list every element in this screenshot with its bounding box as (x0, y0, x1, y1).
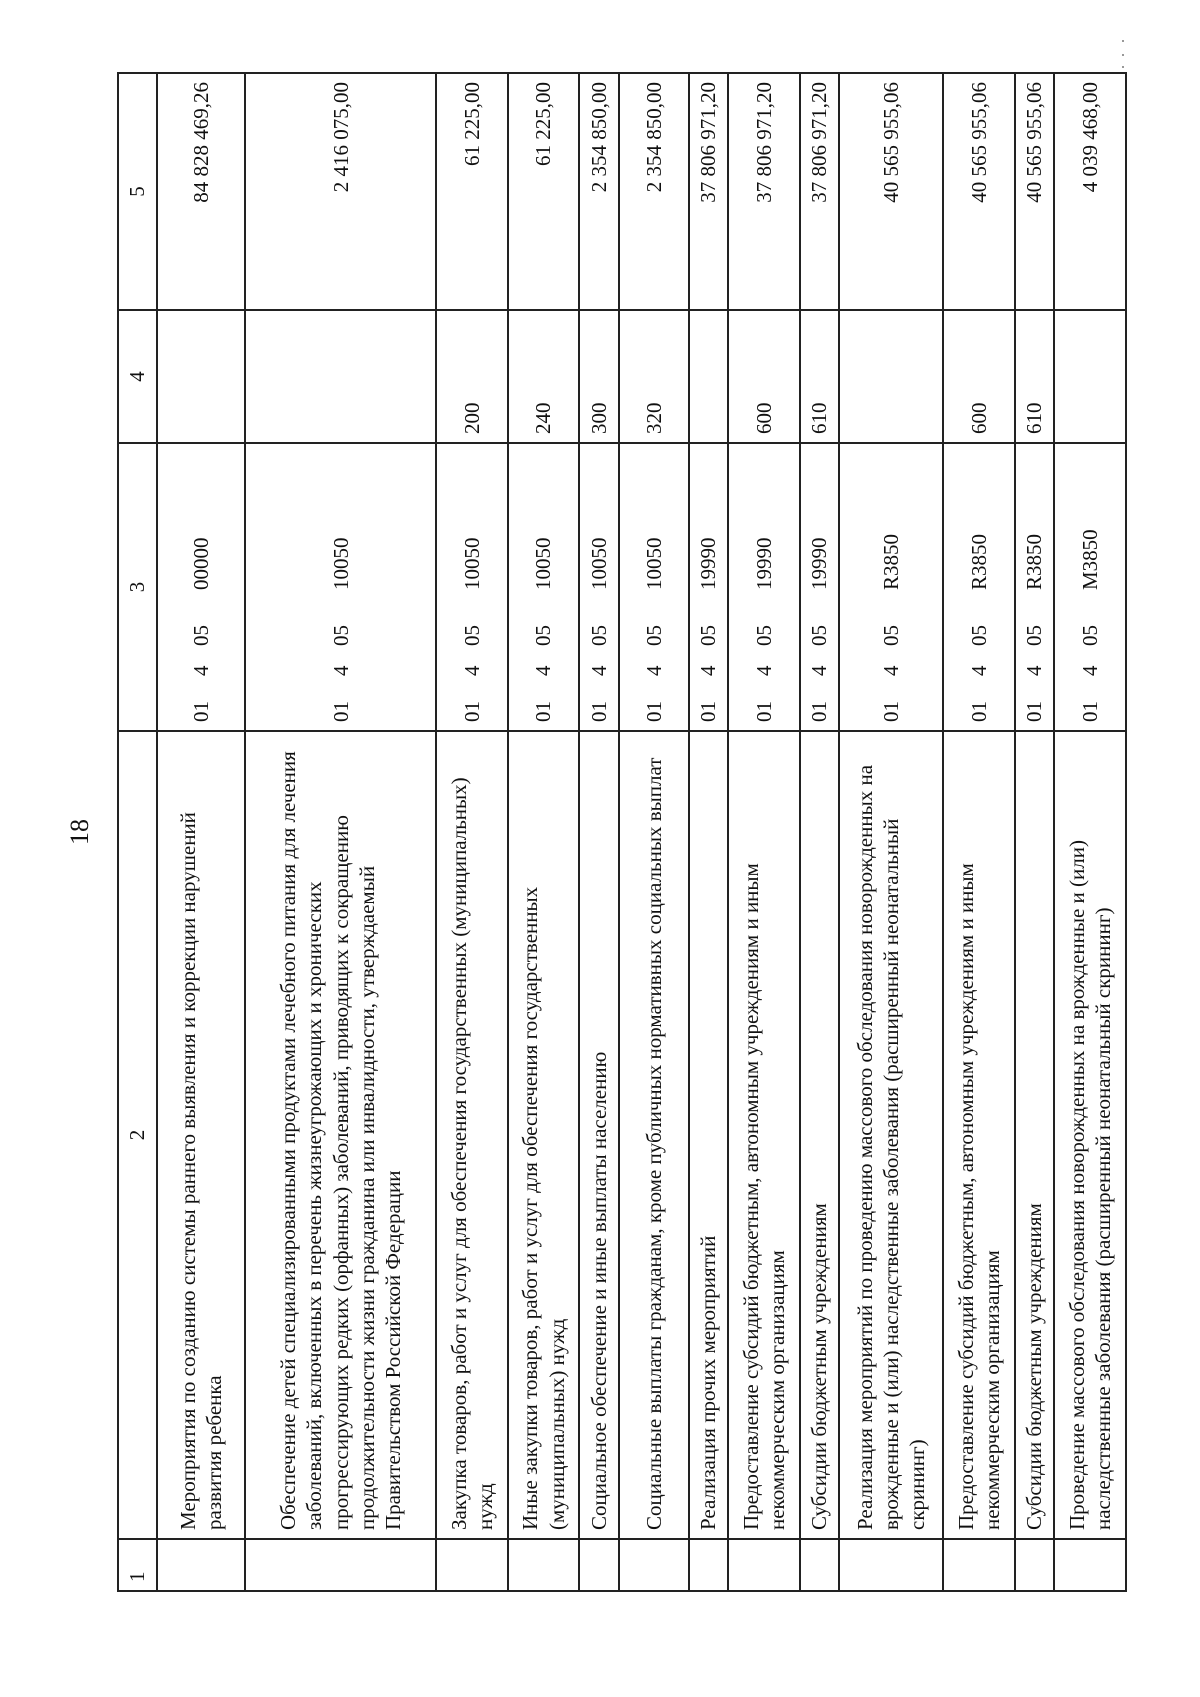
code-part: 4 (1022, 665, 1047, 676)
code-part: 19990 (696, 537, 721, 590)
code-part: 00000 (189, 537, 214, 590)
row-name-cell: Предоставление субсидий бюджетным, автономным учреждениям и иным некоммерческим организациям (728, 731, 800, 1539)
code-part: 10050 (587, 537, 612, 590)
row-amount-cell: 84 828 469,26 (157, 73, 245, 310)
row-number-cell (579, 1539, 618, 1591)
code-part: 4 (328, 665, 353, 676)
code-part: 01 (966, 701, 991, 722)
row-vr-cell (1054, 310, 1126, 443)
code-part: 4 (189, 665, 214, 676)
code-part: R3850 (879, 533, 904, 590)
code-part: 4 (966, 665, 991, 676)
header-col-2: 2 (118, 731, 157, 1539)
table-row (1015, 73, 1054, 1591)
row-vr-cell: 600 (943, 310, 1015, 443)
row-code-cell (619, 443, 689, 731)
code-part: 4 (807, 665, 832, 676)
row-number-cell (728, 1539, 800, 1591)
row-number-cell (800, 1539, 839, 1591)
row-amount-cell: 40 565 955,06 (1015, 73, 1054, 310)
code-part: 01 (1022, 701, 1047, 722)
code-part: 10050 (531, 537, 556, 590)
row-vr-cell (157, 310, 245, 443)
row-name-cell: Иные закупки товаров, работ и услуг для обеспечения государственных (муниципальных) нужд (508, 731, 580, 1539)
table-row (508, 73, 580, 1591)
row-vr-cell (689, 310, 728, 443)
row-vr-cell: 300 (579, 310, 618, 443)
row-number-cell (1015, 1539, 1054, 1591)
code-part: 19990 (751, 537, 776, 590)
row-amount-cell: 40 565 955,06 (839, 73, 943, 310)
code-part: 4 (459, 665, 484, 676)
row-name-cell: Обеспечение детей специализированными продуктами лечебного питания для лечения заболеваний, включенных в перечень жизнеугрожающих и хронических прогрессирующих редких (орфанных) заболеваний, приводящих к сокращению продолжительности жизни гражданина или инвалидности, утверждаемый Правительством Российской Федерации (245, 731, 436, 1539)
row-vr-cell: 200 (436, 310, 508, 443)
row-code-cell (839, 443, 943, 731)
row-amount-cell: 37 806 971,20 (728, 73, 800, 310)
code-part: 01 (807, 701, 832, 722)
table-row (157, 73, 245, 1591)
code-part: 01 (641, 701, 666, 722)
row-number-cell (943, 1539, 1015, 1591)
header-col-1: 1 (118, 1539, 157, 1591)
row-name-cell: Реализация прочих мероприятий (689, 731, 728, 1539)
code-part: 10050 (641, 537, 666, 590)
row-name-cell: Предоставление субсидий бюджетным, автономным учреждениям и иным некоммерческим организациям (943, 731, 1015, 1539)
row-code-cell (157, 443, 245, 731)
row-vr-cell: 610 (1015, 310, 1054, 443)
row-number-cell (839, 1539, 943, 1591)
table-row (245, 73, 436, 1591)
code-part: R3850 (966, 533, 991, 590)
code-part: 01 (587, 701, 612, 722)
row-code-cell (508, 443, 580, 731)
header-col-4: 4 (118, 310, 157, 443)
table-row (943, 73, 1015, 1591)
row-vr-cell (245, 310, 436, 443)
page-number: 18 (65, 819, 94, 845)
code-part: 05 (751, 625, 776, 646)
rotated-table-block (65, 72, 1127, 1592)
code-part: 05 (641, 625, 666, 646)
row-amount-cell: 2 354 850,00 (619, 73, 689, 310)
row-name-cell: Субсидии бюджетным учреждениям (1015, 731, 1054, 1539)
row-code-cell (943, 443, 1015, 731)
row-amount-cell: 61 225,00 (436, 73, 508, 310)
code-part: 4 (751, 665, 776, 676)
table-row (728, 73, 800, 1591)
table-row (619, 73, 689, 1591)
code-part: 05 (1022, 625, 1047, 646)
code-part: 19990 (807, 537, 832, 590)
code-part: 01 (189, 701, 214, 722)
code-part: 05 (807, 625, 832, 646)
row-name-cell: Мероприятия по созданию системы раннего выявления и коррекции нарушений развития ребенка (157, 731, 245, 1539)
row-code-cell (245, 443, 436, 731)
row-amount-cell: 37 806 971,20 (800, 73, 839, 310)
table-row (436, 73, 508, 1591)
row-number-cell (1054, 1539, 1126, 1591)
row-amount-cell: 2 354 850,00 (579, 73, 618, 310)
table-row (839, 73, 943, 1591)
row-number-cell (508, 1539, 580, 1591)
row-vr-cell: 600 (728, 310, 800, 443)
code-part: R3850 (1022, 533, 1047, 590)
row-vr-cell: 610 (800, 310, 839, 443)
code-part: 01 (751, 701, 776, 722)
row-number-cell (157, 1539, 245, 1591)
code-part: 05 (696, 625, 721, 646)
row-vr-cell (839, 310, 943, 443)
row-name-cell: Проведение массового обследования новорожденных на врожденные и (или) наследственные заболевания (расширенный неонатальный скрининг) (1054, 731, 1126, 1539)
code-part: 4 (531, 665, 556, 676)
row-name-cell: Социальное обеспечение и иные выплаты населению (579, 731, 618, 1539)
table-row (1054, 73, 1126, 1591)
code-part: 05 (189, 625, 214, 646)
row-name-cell: Субсидии бюджетным учреждениям (800, 731, 839, 1539)
code-part: 01 (328, 701, 353, 722)
row-number-cell (689, 1539, 728, 1591)
code-part: 05 (328, 625, 353, 646)
row-code-cell (1015, 443, 1054, 731)
row-amount-cell: 37 806 971,20 (689, 73, 728, 310)
row-number-cell (436, 1539, 508, 1591)
row-vr-cell: 240 (508, 310, 580, 443)
row-code-cell (579, 443, 618, 731)
row-name-cell: Социальные выплаты гражданам, кроме публичных нормативных социальных выплат (619, 731, 689, 1539)
header-col-5: 5 (118, 73, 157, 310)
header-col-3: 3 (118, 443, 157, 731)
code-part: 05 (587, 625, 612, 646)
code-part: 05 (966, 625, 991, 646)
row-code-cell (689, 443, 728, 731)
row-code-cell (728, 443, 800, 731)
code-part: 10050 (328, 537, 353, 590)
row-number-cell (619, 1539, 689, 1591)
budget-table (117, 72, 1127, 1592)
code-part: 01 (696, 701, 721, 722)
row-vr-cell: 320 (619, 310, 689, 443)
row-amount-cell: 2 416 075,00 (245, 73, 436, 310)
code-part: M3850 (1078, 529, 1102, 590)
code-part: 10050 (459, 537, 484, 590)
code-part: 4 (587, 665, 612, 676)
row-amount-cell: 61 225,00 (508, 73, 580, 310)
code-part: 05 (459, 625, 484, 646)
row-amount-cell: 40 565 955,06 (943, 73, 1015, 310)
code-part: 01 (459, 701, 484, 722)
row-amount-cell: 4 039 468,00 (1054, 73, 1126, 310)
code-part: 4 (1078, 665, 1102, 676)
table-row (689, 73, 728, 1591)
row-code-cell (800, 443, 839, 731)
row-code-cell (1054, 443, 1126, 731)
row-name-cell: Закупка товаров, работ и услуг для обеспечения государственных (муниципальных) нужд (436, 731, 508, 1539)
code-part: 01 (1078, 701, 1102, 722)
code-part: 05 (531, 625, 556, 646)
code-part: 01 (531, 701, 556, 722)
row-code-cell (436, 443, 508, 731)
code-part: 4 (641, 665, 666, 676)
table-row (579, 73, 618, 1591)
code-part: 05 (879, 625, 904, 646)
row-name-cell: Реализация мероприятий по проведению массового обследования новорожденных на врожденные и (или) наследственные заболевания (расширенный неонатальный скрининг) (839, 731, 943, 1539)
table-header-row (118, 73, 157, 1591)
table-row (800, 73, 839, 1591)
code-part: 4 (696, 665, 721, 676)
code-part: 4 (879, 665, 904, 676)
row-number-cell (245, 1539, 436, 1591)
code-part: 05 (1078, 625, 1102, 646)
code-part: 01 (879, 701, 904, 722)
